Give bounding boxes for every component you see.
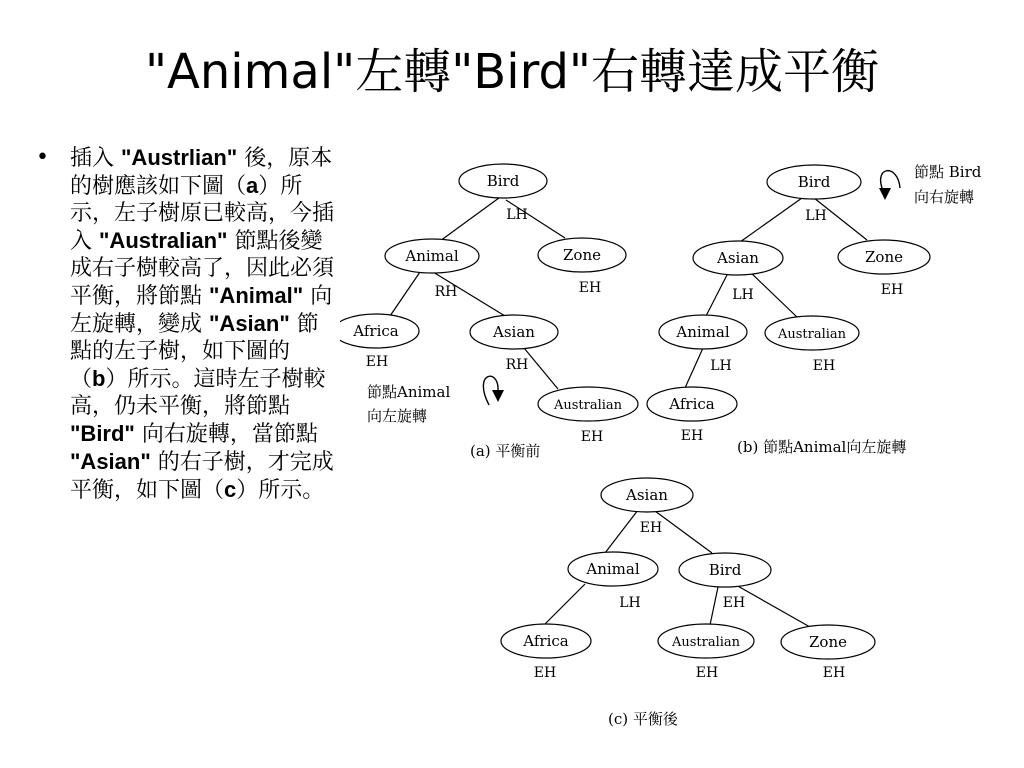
node-c-africa-label: Africa xyxy=(523,632,569,650)
bullet-bold-segment: "Animal" xyxy=(209,283,304,308)
bullet-text-segment: 插入 xyxy=(70,146,121,171)
edge-c-animal-africa xyxy=(543,584,585,626)
node-c-australian xyxy=(658,624,754,681)
bullet-bold-segment: "Australian" xyxy=(99,228,228,253)
node-c-zone-balance: EH xyxy=(822,665,846,681)
bullet-dot: • xyxy=(36,145,49,170)
node-a-africa-balance: EH xyxy=(365,354,389,370)
tree-b xyxy=(647,163,982,456)
node-c-animal-label: Animal xyxy=(586,560,640,578)
edge-c-bird-zone xyxy=(736,585,810,627)
node-b-zone-balance: EH xyxy=(880,282,904,298)
bullet-text-segment: ）所示。 xyxy=(236,478,325,503)
edge-c-bird-australian xyxy=(710,587,718,625)
node-b-asian xyxy=(693,241,783,303)
tree-c xyxy=(501,478,875,728)
bullet-bold-segment: a xyxy=(246,173,259,198)
bullet-text-segment: 後，原本的樹應該如下圖（ xyxy=(70,146,333,199)
node-c-africa xyxy=(501,624,591,681)
bullet-text-segment: 節點的左子樹，如下圖的（ xyxy=(70,312,319,392)
node-b-animal-label: Animal xyxy=(676,323,730,341)
bullet-paragraph xyxy=(70,144,336,504)
node-c-bird xyxy=(679,553,771,611)
rotate-left-arrow-icon xyxy=(483,376,504,405)
bullet-text-segment: ）所示，左子樹原已較高，今插入 xyxy=(70,174,335,254)
node-c-bird-balance: EH xyxy=(722,595,746,611)
node-a-animal-balance: RH xyxy=(434,284,458,300)
edge-b-asian-australian xyxy=(748,270,798,318)
tree-a xyxy=(340,164,638,460)
slide-title: "Animal"左轉"Bird"右轉達成平衡 xyxy=(144,44,880,100)
node-b-australian xyxy=(765,316,859,374)
node-b-animal-balance: LH xyxy=(710,358,732,374)
node-a-asian-balance: RH xyxy=(505,357,529,373)
bullet-bold-segment: "Asian" xyxy=(209,311,290,336)
bullet-text-segment: 的右子樹，才完成平衡，如下圖（ xyxy=(70,450,334,503)
bullet-text-segment: ）所示。這時左子樹較高，仍未平衡，將節點 xyxy=(70,367,326,419)
node-a-asian-label: Asian xyxy=(493,323,535,341)
node-b-australian-label: Australian xyxy=(777,327,847,342)
edge-a-animal-africa xyxy=(390,272,420,316)
node-a-zone xyxy=(538,238,626,296)
node-a-asian xyxy=(470,315,558,373)
node-c-australian-balance: EH xyxy=(695,665,719,681)
rotation-note-a-line2: 向左旋轉 xyxy=(367,407,428,425)
node-a-australian xyxy=(538,387,638,445)
rotation-note-a-line1: 節點Animal xyxy=(367,383,451,401)
tree-c-caption: (c) 平衡後 xyxy=(608,710,678,728)
bullet-bold-segment: b xyxy=(92,366,106,391)
node-c-zone-label: Zone xyxy=(809,633,847,651)
edge-a-bird-animal xyxy=(440,195,503,241)
node-b-bird xyxy=(767,165,861,224)
node-a-animal-label: Animal xyxy=(405,247,459,265)
rotate-right-arrow-icon xyxy=(879,171,900,200)
edge-b-asian-animal xyxy=(706,273,728,316)
node-c-animal-balance: LH xyxy=(619,595,641,611)
node-a-africa-label: Africa xyxy=(353,322,399,340)
node-b-asian-balance: LH xyxy=(732,287,754,303)
tree-a-caption: (a) 平衡前 xyxy=(470,442,541,460)
node-b-zone xyxy=(838,240,930,298)
node-c-zone xyxy=(781,625,875,681)
edge-c-asian-bird xyxy=(655,511,712,553)
node-b-zone-label: Zone xyxy=(865,248,903,266)
node-a-africa xyxy=(340,314,419,370)
bullet-text-segment: 節點後變成右子樹較高了，因此必須平衡，將節點 xyxy=(70,229,335,309)
rotation-note-b-line2: 向右旋轉 xyxy=(914,188,975,206)
node-b-animal xyxy=(659,315,747,374)
node-b-africa xyxy=(647,387,737,444)
node-a-zone-label: Zone xyxy=(563,246,601,264)
node-c-africa-balance: EH xyxy=(533,665,557,681)
edge-c-asian-animal xyxy=(605,510,638,553)
node-b-bird-label: Bird xyxy=(797,173,831,191)
node-c-asian-label: Asian xyxy=(626,486,668,504)
node-b-africa-balance: EH xyxy=(680,428,704,444)
edge-b-animal-africa xyxy=(685,348,703,388)
node-b-australian-balance: EH xyxy=(812,358,836,374)
bullet-text-segment: 向左旋轉，變成 xyxy=(70,284,333,337)
node-a-australian-balance: EH xyxy=(580,429,604,445)
node-b-bird-balance: LH xyxy=(805,208,827,224)
edge-a-asian-australian xyxy=(524,348,558,389)
node-a-bird xyxy=(459,164,547,223)
rotation-note-b-line1: 節點 Bird xyxy=(914,163,982,181)
node-c-asian xyxy=(601,478,693,536)
bullet-bold-segment: "Asian" xyxy=(70,449,151,474)
bullet-bold-segment: "Bird" xyxy=(70,421,135,446)
node-a-australian-label: Australian xyxy=(553,398,623,413)
node-a-bird-label: Bird xyxy=(486,172,520,190)
node-c-bird-label: Bird xyxy=(708,561,742,579)
edge-b-bird-asian xyxy=(740,198,802,242)
bullet-bold-segment: c xyxy=(224,477,237,502)
node-b-asian-label: Asian xyxy=(717,249,759,267)
node-c-asian-balance: EH xyxy=(639,520,663,536)
node-a-bird-balance: LH xyxy=(506,207,528,223)
node-c-animal xyxy=(568,552,658,611)
tree-b-caption: (b) 節點Animal向左旋轉 xyxy=(737,438,907,456)
node-b-africa-label: Africa xyxy=(669,395,715,413)
bullet-text-segment: 向右旋轉，當節點 xyxy=(134,422,318,447)
avl-rotation-diagram xyxy=(340,140,1010,744)
bullet-bold-segment: "Austrlian" xyxy=(121,145,238,170)
node-a-zone-balance: EH xyxy=(578,280,602,296)
node-c-australian-label: Australian xyxy=(671,635,741,650)
